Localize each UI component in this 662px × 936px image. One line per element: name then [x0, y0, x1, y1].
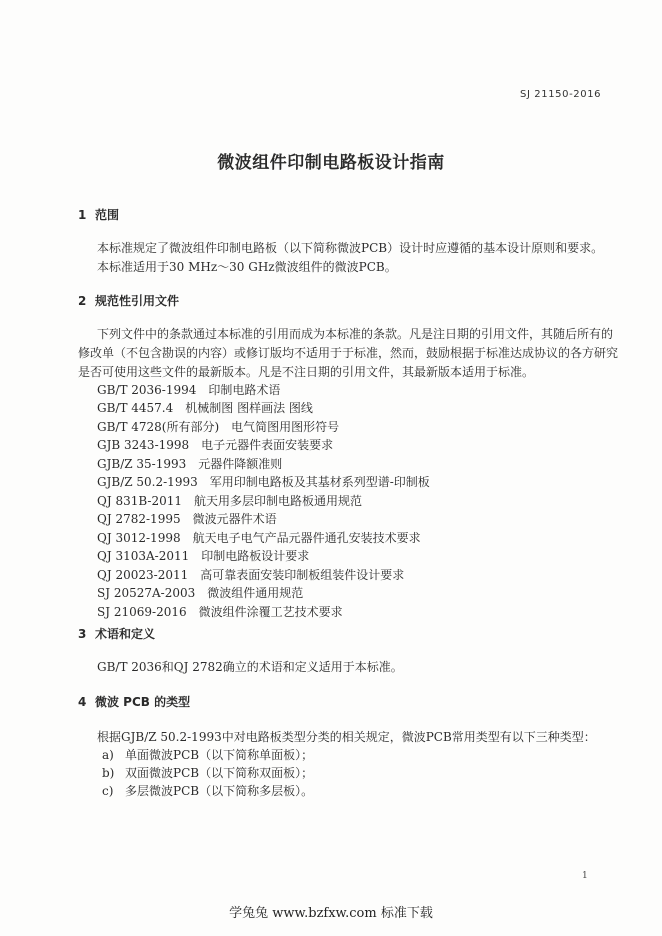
reference-item: [97, 493, 362, 509]
paragraph-line: 下列文件中的条款通过本标准的引用而成为本标准的条款。凡是注日期的引用文件，其随后所有的: [97, 327, 614, 341]
reference-code: QJ 3103A-2011: [97, 549, 190, 563]
section-title: 微波 PCB 的类型: [95, 695, 191, 709]
paragraph-line: 是否可使用这些文件的最新版本。凡是不注日期的引用文件，其最新版本适用于标准。: [78, 365, 535, 379]
section-title: 规范性引用文件: [95, 294, 180, 308]
reference-title: 航天用多层印制电路板通用规范: [194, 494, 363, 508]
list-item-text: 多层微波PCB（以下简称多层板）。: [125, 784, 314, 798]
reference-item: [97, 585, 303, 601]
list-item: [102, 765, 402, 781]
list-item-label: a): [102, 748, 114, 762]
reference-title: 印制电路板设计要求: [201, 549, 310, 563]
reference-code: GB/T 2036-1994: [97, 383, 197, 397]
reference-title: 微波组件涂覆工艺技术要求: [198, 605, 343, 619]
section-heading-terms-definitions: [78, 626, 155, 642]
reference-code: GJB 3243-1998: [97, 438, 190, 452]
section-number: 1: [78, 208, 87, 222]
reference-code: GJB/Z 35-1993: [97, 457, 187, 471]
reference-item: [97, 567, 404, 583]
list-item: [102, 747, 402, 763]
paragraph-line: 根据GJB/Z 50.2-1993中对电路板类型分类的相关规定，微波PCB常用类型有以下三种类型：: [97, 730, 596, 744]
section-heading-scope: [78, 207, 119, 223]
reference-title: 微波组件通用规范: [207, 586, 304, 600]
list-item: [102, 783, 402, 799]
list-item-label: b): [102, 766, 115, 780]
download-watermark: 学兔兔 www.bzfxw.com 标准下载: [229, 906, 433, 921]
reference-code: SJ 20527A-2003: [97, 586, 196, 600]
reference-code: QJ 20023-2011: [97, 568, 189, 582]
reference-item: [97, 548, 309, 564]
reference-item: [97, 382, 280, 398]
reference-title: 电子元器件表面安装要求: [201, 438, 334, 452]
section-number: 3: [78, 627, 87, 641]
reference-code: QJ 2782-1995: [97, 512, 181, 526]
reference-item: [97, 474, 430, 490]
reference-title: 机械制图 图样画法 图线: [185, 401, 313, 415]
reference-title: 高可靠表面安装印制板组装件设计要求: [200, 568, 405, 582]
reference-code: QJ 831B-2011: [97, 494, 183, 508]
reference-item: [97, 456, 282, 472]
reference-code: GJB/Z 50.2-1993: [97, 475, 198, 489]
section-title: 范围: [95, 208, 120, 222]
reference-code: QJ 3012-1998: [97, 531, 181, 545]
reference-code: GB/T 4457.4: [97, 401, 174, 415]
section-number: 2: [78, 294, 87, 308]
standard-number: SJ 21150-2016: [520, 89, 602, 100]
section-title: 术语和定义: [95, 627, 156, 641]
reference-code: SJ 21069-2016: [97, 605, 187, 619]
section-number: 4: [78, 695, 87, 709]
section-heading-normative-references: [78, 293, 179, 309]
reference-item: [97, 511, 277, 527]
reference-item: [97, 419, 339, 435]
reference-item: [97, 400, 313, 416]
reference-title: 元器件降额准则: [198, 457, 283, 471]
paragraph-line: 本标准规定了微波组件印制电路板（以下简称微波PCB）设计时应遵循的基本设计原则和要求。: [97, 241, 604, 255]
reference-title: 印制电路术语: [208, 383, 281, 397]
list-item-text: 单面微波PCB（以下简称单面板）；: [125, 748, 314, 762]
reference-title: 电气简图用图形符号: [231, 420, 340, 434]
paragraph-line: 本标准适用于30 MHz～30 GHz微波组件的微波PCB。: [97, 260, 397, 274]
reference-item: [97, 604, 343, 620]
list-item-text: 双面微波PCB（以下简称双面板）；: [125, 766, 314, 780]
reference-title: 航天电子电气产品元器件通孔安装技术要求: [192, 531, 421, 545]
reference-title: 微波元器件术语: [192, 512, 277, 526]
reference-title: 军用印制电路板及其基材系列型谱-印制板: [209, 475, 430, 489]
list-item-label: c): [102, 784, 114, 798]
reference-code: GB/T 4728(所有部分): [97, 420, 220, 434]
reference-item: [97, 437, 333, 453]
page-number: 1: [582, 871, 588, 881]
paragraph-line: GB/T 2036和QJ 2782确立的术语和定义适用于本标准。: [97, 660, 403, 674]
document-title: 微波组件印制电路板设计指南: [217, 153, 445, 173]
reference-item: [97, 530, 421, 546]
paragraph-line: 修改单（不包含勘误的内容）或修订版均不适用于于标准，然而，鼓励根据于标准达成协议的各方研究: [78, 346, 619, 360]
section-heading-pcb-types: [78, 694, 190, 710]
